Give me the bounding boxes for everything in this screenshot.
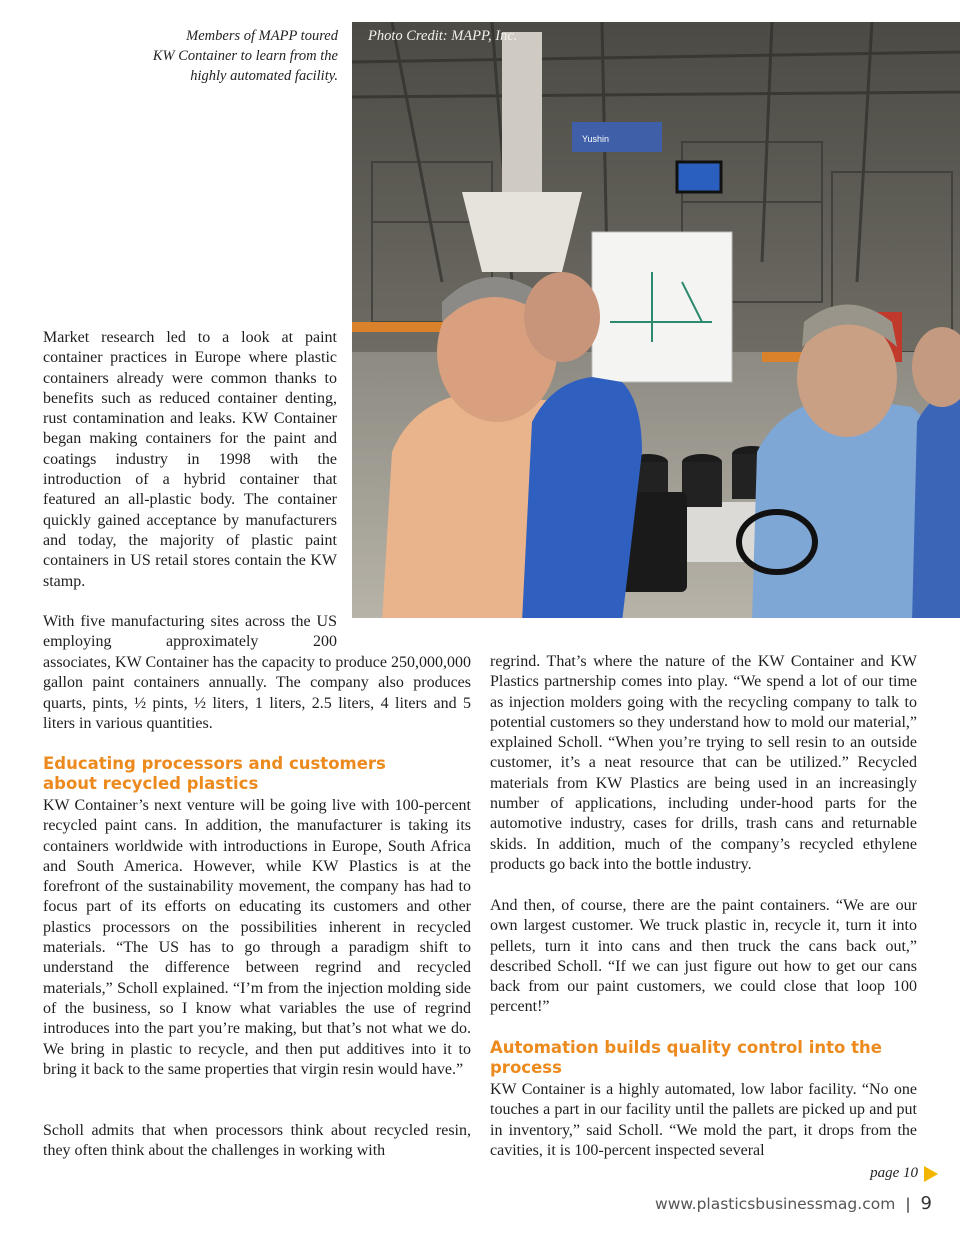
- continued-on-page[interactable]: [870, 1165, 938, 1182]
- section-heading-automation: Automation builds quality control into the process: [490, 1038, 882, 1077]
- photo-credit: Photo Credit: MAPP, Inc.: [368, 28, 518, 44]
- factory-scene-illustration: [352, 22, 960, 618]
- right-paragraph-2: And then, of course, there are the paint containers. “We are our own largest customer. We truck plastic in, recycle it, turn it into pellets, turn it into cans and then truck the cans back out,” described Scholl. “If we can just figure out how to get our cans back from our paint customers, we could close that loop 100 percent!”: [490, 897, 917, 1016]
- photo-caption: [100, 26, 338, 86]
- factory-photo: [352, 22, 960, 618]
- section-heading-educating: Educating processors and customers about recycled plastics: [43, 754, 386, 793]
- right-paragraph-3: KW Container is a highly automated, low labor facility. “No one touches a part in our facility until the pallets are picked up and put in inventory,” said Scholl. “We mold the part, it drops from the cavities, it is 100-percent inspected several: [490, 1081, 917, 1159]
- left-paragraph-1: Market research led to a look at paint container practices in Europe where plastic containers already were common thanks to benefits such as reduced container denting, rust contamination and leaks. KW Container began making containers for the paint and coatings industry in 1998 with the introduction of a hybrid container that featured an all-plastic body. The container quickly gained acceptance by manufacturers and today, the majority of plastic paint containers in US retail stores contain the KW stamp.: [43, 329, 337, 590]
- page-number: 9: [920, 1193, 932, 1214]
- page-footer: [655, 1193, 932, 1214]
- continued-label: page 10: [870, 1165, 918, 1181]
- left-paragraph-2-continued: associates, KW Container has the capacity to produce 250,000,000 gallon paint containers annually. The company also produces quarts, pints, ½ pints, ½ liters, 1 liters, 2.5 liters, 4 liters and 5 liters in various quantities.: [43, 654, 471, 732]
- left-paragraph-2-start: With five manufacturing sites across the US employing approximately 200: [43, 613, 337, 651]
- left-paragraph-3: KW Container’s next venture will be going live with 100-percent recycled paint cans. In addition, the manufacturer is taking its containers worldwide with introductions in Europe, South Africa and South America. However, while KW Plastics is at the forefront of the sustainability movement, the company has had to focus part of its efforts on educating its customers and other plastics processors on the possibilities inherent in recycled materials. “The US has to go through a paradigm shift to understand the difference between regrind and recycled materials,” Scholl explained. “I’m from the injection molding side of the business, so I know what variables the use of regrind introduces into the part you’re making, but that’s not what we do. We bring in plastic to recycle, and then put additives into it to bring it back to the same properties that virgin resin would have.”: [43, 797, 471, 1078]
- caption-line: highly automated facility.: [190, 68, 338, 84]
- machine-label: Yushin: [582, 134, 610, 144]
- left-paragraph-4: Scholl admits that when processors think about recycled resin, they often think about the challenges in working with: [43, 1122, 471, 1160]
- right-paragraph-1: regrind. That’s where the nature of the KW Container and KW Plastics partnership comes into play. “We spend a lot of our time as injection molders going with the recycling company to talk to potential customers so they understand how to mold our material,” explained Scholl. “When you’re trying to sell resin to an outside customer, it’s a neat resource that can be utilized.” Recycled materials from KW Plastics are being used in an increasingly number of applications, including under-hood parts for the automotive industry, cases for drills, trash cans and returnable skids. In addition, much of the company’s recycled ethylene products go back into the bottle industry.: [490, 653, 917, 873]
- footer-separator: |: [905, 1194, 911, 1213]
- caption-line: Members of MAPP toured: [186, 28, 338, 44]
- caption-line: KW Container to learn from the: [152, 48, 338, 64]
- arrow-right-icon: [924, 1166, 938, 1182]
- website-link[interactable]: www.plasticsbusinessmag.com: [655, 1194, 896, 1213]
